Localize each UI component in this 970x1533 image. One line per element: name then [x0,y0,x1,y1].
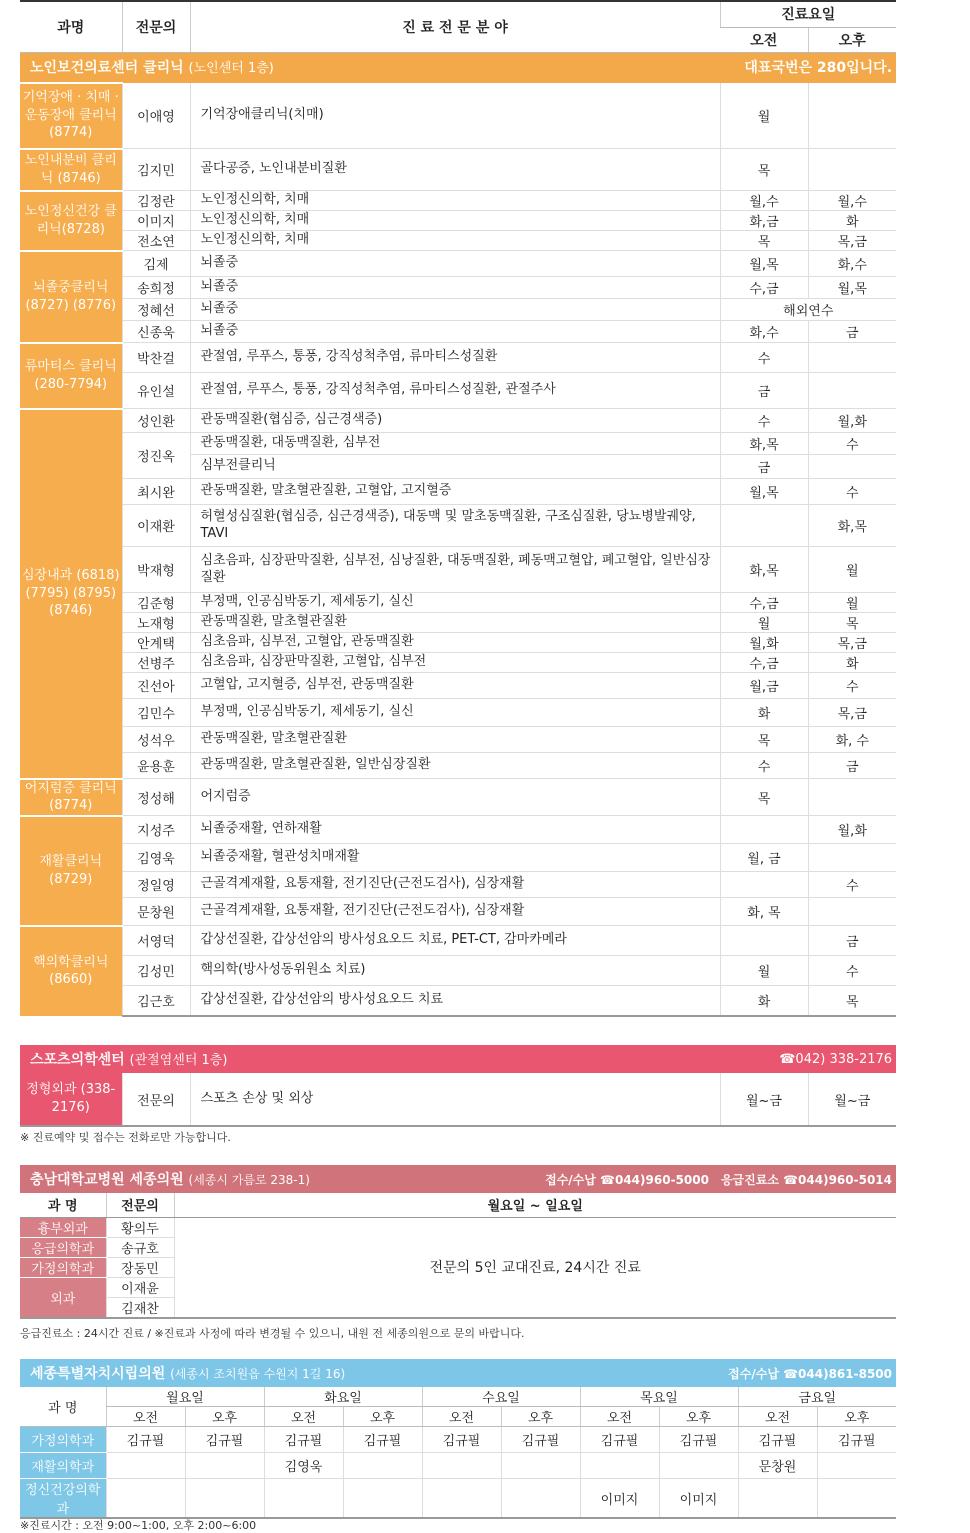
am-days: 수,금 [720,593,808,613]
col-pm: 오후 [817,1407,896,1427]
schedule-row [20,593,896,613]
pm-days: 월,화 [808,409,896,433]
section-title: 스포츠의학센터 (관절염센터 1층) [30,1052,228,1068]
sports-medicine-section [20,1045,896,1127]
doctor-name: 노재형 [122,613,190,633]
pm-days: 월 [808,547,896,593]
doctor-cell: 김규필 [580,1427,659,1453]
schedule-row [20,277,896,299]
doctor-name: 윤용훈 [122,753,190,779]
doctor-cell [343,1479,422,1519]
col-thursday: 목요일 [580,1387,738,1407]
pm-days: 목,금 [808,231,896,251]
doctor-cell: 이미지 [580,1479,659,1519]
am-days: 수,금 [720,653,808,673]
doctor-name: 김성민 [122,956,190,986]
doctor-name: 황의두 [106,1217,174,1237]
specialty: 고혈압, 고지혈증, 심부전, 관동맥질환 [190,673,720,699]
pm-days [808,779,896,816]
dept-orthopedics: 정형외과 (338-2176) [20,1073,122,1126]
schedule-row [20,251,896,277]
pm-days: 목 [808,613,896,633]
pm-days: 월,화 [808,816,896,844]
specialty: 뇌졸중재활, 연하재활 [190,816,720,844]
schedule-row [20,653,896,673]
schedule-row [20,816,896,844]
am-days: 월, 금 [720,844,808,872]
schedule-row [20,299,896,321]
specialty: 골다공증, 노인내분비질환 [190,149,720,191]
specialty: 관동맥질환, 말초혈관질환 [190,727,720,753]
specialty: 뇌졸중 [190,251,720,277]
schedule-row [20,872,896,898]
pm-days [808,373,896,409]
am-days: 목 [720,727,808,753]
pm-days [808,83,896,149]
am-days: 월~금 [720,1073,808,1126]
am-days: 월,수 [720,191,808,211]
schedule-row [20,321,896,343]
pm-days: 금 [808,753,896,779]
doctor-name: 송희정 [122,277,190,299]
doctor-name: 신종욱 [122,321,190,343]
doctor-name: 김근호 [122,986,190,1016]
doctor-cell: 김규필 [264,1427,343,1453]
specialty: 관동맥질환, 말초혈관질환 [190,613,720,633]
doctor-name: 이재환 [122,505,190,547]
schedule-row [20,956,896,986]
am-days: 수 [720,409,808,433]
schedule-description: 전문의 5인 교대진료, 24시간 진료 [174,1217,896,1318]
specialty: 관동맥질환, 말초혈관질환, 고혈압, 고지혈증 [190,479,720,505]
geriatric-center-section [20,0,896,1017]
doctor-name: 서영덕 [122,926,190,956]
doctor-name: 김정란 [122,191,190,211]
pm-days: 목,금 [808,699,896,727]
schedule-row [20,479,896,505]
contact-numbers: 접수/수납 ☎044)960-5000 응급진료소 ☎044)960-5014 [545,1172,892,1187]
doctor-name: 최시완 [122,479,190,505]
schedule-row [20,191,896,211]
dept-name: 재활의학과 [20,1453,106,1479]
specialty: 뇌졸중 [190,321,720,343]
pm-days [808,455,896,479]
schedule-note: 해외연수 [720,299,896,321]
schedule-row [20,613,896,633]
specialty: 부정맥, 인공심박동기, 제세동기, 실신 [190,699,720,727]
sejong-clinic-section [20,1165,896,1319]
am-days: 목 [720,231,808,251]
doctor-cell [580,1453,659,1479]
dept-name: 류마티스 클리닉 (280-7794) [20,343,122,409]
specialty: 노인정신의학, 치매 [190,191,720,211]
doctor-name: 전소연 [122,231,190,251]
am-days: 월,화 [720,633,808,653]
am-days [720,926,808,956]
doctor-cell [106,1453,185,1479]
col-doctor: 전문의 [106,1193,174,1217]
doctor-name: 전문의 [122,1073,190,1126]
doctor-name: 박재형 [122,547,190,593]
dept-name: 핵의학클리닉 (8660) [20,926,122,1016]
specialty: 노인정신의학, 치매 [190,211,720,231]
specialty: 핵의학(방사성동위원소 치료) [190,956,720,986]
specialty: 기억장애클리닉(치매) [190,83,720,149]
dept-name: 뇌졸중클리닉 (8727) (8776) [20,251,122,343]
schedule-row [20,149,896,191]
main-number-note: 대표국번은 280입니다. [744,60,893,76]
pm-days: 수 [808,479,896,505]
am-days: 화 [720,986,808,1016]
doctor-name: 성석우 [122,727,190,753]
doctor-name: 김제 [122,251,190,277]
col-tuesday: 화요일 [264,1387,422,1407]
doctor-name: 정성해 [122,779,190,816]
dept-name: 가정의학과 [20,1257,106,1277]
pm-days: 월,목 [808,277,896,299]
pm-days: 화, 수 [808,727,896,753]
am-days: 목 [720,149,808,191]
schedule-row [20,409,896,433]
doctor-name: 선병주 [122,653,190,673]
col-dept: 과명 [20,1,122,52]
schedule-row [20,547,896,593]
specialty: 부정맥, 인공심박동기, 제세동기, 실신 [190,593,720,613]
schedule-row [20,211,896,231]
doctor-cell: 김규필 [817,1427,896,1453]
col-pm: 오후 [808,27,896,52]
pm-days: 목 [808,986,896,1016]
specialty: 스포츠 손상 및 외상 [190,1073,720,1126]
am-days: 수 [720,753,808,779]
schedule-row [20,779,896,816]
pm-days: 수 [808,956,896,986]
doctor-cell: 김규필 [106,1427,185,1453]
doctor-cell [185,1453,264,1479]
pm-days: 월 [808,593,896,613]
am-days: 월 [720,83,808,149]
schedule-row [20,505,896,547]
schedule-row [20,373,896,409]
am-days: 월,금 [720,673,808,699]
schedule-row [20,699,896,727]
dept-name: 흉부외과 [20,1217,106,1237]
doctor-cell [817,1479,896,1519]
schedule-row [20,727,896,753]
doctor-name: 진선아 [122,673,190,699]
col-wednesday: 수요일 [422,1387,580,1407]
doctor-name: 박찬걸 [122,343,190,373]
col-dept: 과 명 [20,1193,106,1217]
doctor-cell [501,1479,580,1519]
specialty: 허혈성심질환(협심증, 심근경색증), 대동맥 및 말초동맥질환, 구조심질환, 당뇨병발궤양, TAVI [190,505,720,547]
doctor-name: 김재찬 [106,1297,174,1318]
doctor-name: 정혜선 [122,299,190,321]
specialty: 갑상선질환, 갑상선암의 방사성요오드 치료, PET-CT, 감마카메라 [190,926,720,956]
doctor-cell: 김규필 [659,1427,738,1453]
doctor-cell [817,1453,896,1479]
sports-note: ※ 진료예약 및 접수는 전화로만 가능합니다. [20,1131,231,1144]
section-title: 노인보건의료센터 클리닉 (노인센터 1층) [30,60,274,76]
am-days: 수 [720,343,808,373]
am-days: 월 [720,613,808,633]
specialty: 심초음파, 심장판막질환, 고혈압, 심부전 [190,653,720,673]
dept-name: 기억장애 · 치매 · 운동장애 클리닉(8774) [20,83,122,149]
col-doctor: 전문의 [122,1,190,52]
pm-days [808,844,896,872]
col-am: 오전 [580,1407,659,1427]
doctor-name: 정일영 [122,872,190,898]
specialty: 뇌졸중 [190,299,720,321]
specialty: 관동맥질환(협심증, 심근경색증) [190,409,720,433]
pm-days: 목,금 [808,633,896,653]
schedule-row [20,433,896,455]
schedule-row [20,986,896,1016]
doctor-cell [501,1453,580,1479]
specialty: 관절염, 루푸스, 통풍, 강직성척추염, 류마티스성질환, 관절주사 [190,373,720,409]
doctor-name: 이재윤 [106,1277,174,1297]
doctor-cell: 이미지 [659,1479,738,1519]
col-monday: 월요일 [106,1387,264,1407]
am-days [720,816,808,844]
doctor-cell [106,1479,185,1519]
doctor-cell: 김규필 [343,1427,422,1453]
doctor-cell [422,1479,501,1519]
doctor-name: 성인환 [122,409,190,433]
specialty: 심초음파, 심부전, 고혈압, 관동맥질환 [190,633,720,653]
am-days: 월,목 [720,479,808,505]
doctor-name: 장동민 [106,1257,174,1277]
doctor-cell [185,1479,264,1519]
schedule-row [20,898,896,926]
doctor-cell: 김규필 [738,1427,817,1453]
am-days: 화,수 [720,321,808,343]
dept-name: 노인내분비 클리닉 (8746) [20,149,122,191]
schedule-row [20,673,896,699]
dept-name: 재활클리닉 (8729) [20,816,122,926]
doctor-name: 문창원 [122,898,190,926]
doctor-name: 지성주 [122,816,190,844]
specialty: 뇌졸중 [190,277,720,299]
pm-days: 화,목 [808,505,896,547]
col-pm: 오후 [659,1407,738,1427]
col-am: 오전 [106,1407,185,1427]
doctor-name: 김민수 [122,699,190,727]
schedule-row [20,926,896,956]
am-days: 월,목 [720,251,808,277]
schedule-row [20,1479,896,1519]
pm-days: 수 [808,433,896,455]
dept-name: 가정의학과 [20,1427,106,1453]
sejong-note: 응급진료소 : 24시간 진료 / ※진료과 사정에 따라 변경될 수 있으니, 내원 전 세종의원으로 문의 바랍니다. [20,1327,525,1340]
pm-days: 화,수 [808,251,896,277]
am-days: 수,금 [720,277,808,299]
col-pm: 오후 [185,1407,264,1427]
pm-days: 월,수 [808,191,896,211]
doctor-cell [264,1479,343,1519]
schedule-row [20,1427,896,1453]
pm-days [808,898,896,926]
specialty: 근골격계재활, 요통재활, 전기진단(근전도검사), 심장재활 [190,872,720,898]
am-days [720,505,808,547]
doctor-name: 김지민 [122,149,190,191]
am-days: 금 [720,373,808,409]
schedule-row [20,83,896,149]
sejong-city-clinic-section [20,1359,896,1519]
doctor-cell [422,1453,501,1479]
specialty: 노인정신의학, 치매 [190,231,720,251]
pm-days: 수 [808,872,896,898]
specialty: 관동맥질환, 말초혈관질환, 일반심장질환 [190,753,720,779]
dept-name: 노인정신건강 클리닉(8728) [20,191,122,251]
sejong-city-clinic-table [20,1359,896,1519]
col-am: 오전 [264,1407,343,1427]
pm-days [808,343,896,373]
specialty: 갑상선질환, 갑상선암의 방사성요오드 치료 [190,986,720,1016]
section-title: 세종특별자치시립의원 (세종시 조치원읍 수원지 1길 16) [30,1366,346,1382]
doctor-cell: 김규필 [185,1427,264,1453]
doctor-cell: 김규필 [422,1427,501,1453]
schedule-row [20,633,896,653]
col-days: 진료요일 [720,1,896,27]
specialty: 어지럼증 [190,779,720,816]
dept-name: 어지럼증 클리닉(8774) [20,779,122,816]
hours-note: ※진료시간 : 오전 9:00~1:00, 오후 2:00~6:00 [20,1519,257,1532]
pm-days: 금 [808,926,896,956]
schedule-row [20,753,896,779]
dept-name: 응급의학과 [20,1237,106,1257]
am-days: 월 [720,956,808,986]
phone-number: ☎042) 338-2176 [779,1051,893,1067]
col-pm: 오후 [501,1407,580,1427]
col-am: 오전 [738,1407,817,1427]
am-days: 금 [720,455,808,479]
doctor-name: 유인설 [122,373,190,409]
section-title: 충남대학교병원 세종의원 (세종시 가름로 238-1) [30,1172,310,1188]
col-dept: 과 명 [20,1387,106,1427]
col-specialty: 진 료 전 문 분 야 [190,1,720,52]
doctor-cell: 문창원 [738,1453,817,1479]
col-days: 월요일 ~ 일요일 [174,1193,896,1217]
doctor-name: 송규호 [106,1237,174,1257]
dept-name: 심장내과 (6818) (7795) (8795) (8746) [20,409,122,779]
am-days: 목 [720,779,808,816]
am-days: 화,목 [720,433,808,455]
sports-medicine-table [20,1045,896,1127]
doctor-name: 이미지 [122,211,190,231]
doctor-cell [343,1453,422,1479]
col-am: 오전 [422,1407,501,1427]
doctor-cell: 김규필 [501,1427,580,1453]
pm-days: 수 [808,673,896,699]
pm-days [808,149,896,191]
doctor-name: 김준형 [122,593,190,613]
pm-days: 월~금 [808,1073,896,1126]
specialty: 관절염, 루푸스, 통풍, 강직성척추염, 류마티스성질환 [190,343,720,373]
specialty: 심부전클리닉 [190,455,720,479]
col-am: 오전 [720,27,808,52]
schedule-row [20,343,896,373]
pm-days: 금 [808,321,896,343]
pm-days: 화 [808,653,896,673]
am-days: 화,금 [720,211,808,231]
geriatric-schedule-table [20,0,896,1017]
doctor-cell: 김영욱 [264,1453,343,1479]
sejong-clinic-table [20,1165,896,1319]
specialty: 근골격계재활, 요통재활, 전기진단(근전도검사), 심장재활 [190,898,720,926]
specialty: 뇌졸중재활, 혈관성치매재활 [190,844,720,872]
doctor-name: 김영욱 [122,844,190,872]
doctor-name: 안계택 [122,633,190,653]
contact-number: 접수/수납 ☎044)861-8500 [728,1366,892,1381]
col-pm: 오후 [343,1407,422,1427]
specialty: 심초음파, 심장판막질환, 심부전, 심낭질환, 대동맥질환, 폐동맥고혈압, 폐고혈압, 일반심장질환 [190,547,720,593]
dept-name: 정신건강의학과 [20,1479,106,1519]
schedule-row [20,1453,896,1479]
specialty: 관동맥질환, 대동맥질환, 심부전 [190,433,720,455]
pm-days: 화 [808,211,896,231]
doctor-cell [738,1479,817,1519]
schedule-row [20,231,896,251]
dept-name: 외과 [20,1277,106,1318]
col-friday: 금요일 [738,1387,896,1407]
doctor-name: 정진옥 [122,433,190,479]
am-days: 화, 목 [720,898,808,926]
schedule-row [20,844,896,872]
am-days [720,872,808,898]
doctor-name: 이애영 [122,83,190,149]
am-days: 화,목 [720,547,808,593]
doctor-cell [659,1453,738,1479]
am-days: 화 [720,699,808,727]
